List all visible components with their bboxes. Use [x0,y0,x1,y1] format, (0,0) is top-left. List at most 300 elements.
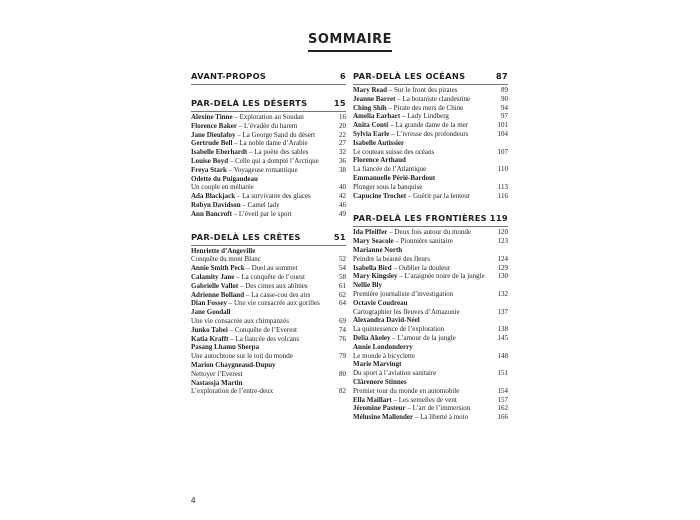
explorer-name: Capucine Trochet [353,191,407,200]
entry-description: – La botaniste clandestine [395,94,471,103]
toc-entry [191,183,346,192]
section-title: AVANT-PROPOS [191,71,267,81]
toc-entry [353,95,508,104]
section-title: PAR-DELÀ LES OCÉANS [353,71,466,81]
explorer-name: Mélusine Mallender [353,413,414,422]
entry-text [191,139,308,148]
entry-description: – La grande dame de la mer [388,121,469,130]
entry-page: 166 [497,413,508,422]
entry-list [191,247,346,397]
entry-text [353,413,468,422]
toc-entry [353,378,508,387]
entry-text [191,308,230,317]
entry-text [191,255,261,264]
entry-text [191,299,320,308]
entry-text [353,369,436,378]
entry-text [353,139,404,148]
entry-description: – Les semelles de vent [391,395,457,404]
entry-text [191,370,243,379]
toc-entry [353,237,508,246]
explorer-name: Anita Conti [353,121,389,130]
toc-entry [353,299,508,308]
explorer-name: Ann Bancroft [191,209,232,218]
entry-page: 61 [339,281,346,290]
entry-text [353,112,449,121]
entry-description: – Sur le front des pirates [387,86,458,94]
entry-page: 97 [501,112,508,121]
entry-text [353,334,456,343]
toc-entry [353,148,508,157]
explorer-name: Robyn Davidson [191,200,241,209]
explorer-name: Sylvia Earle [353,129,390,138]
entry-description: – La fiancée des volcans [228,334,300,343]
entry-page: 116 [497,191,508,200]
toc-entry [353,413,508,422]
entry-description: La quintessence de l’exploration [353,325,445,334]
entry-description: – Duel au sommet [244,264,298,273]
entry-page: 129 [497,263,508,272]
section-title: PAR-DELÀ LES FRONTIÈRES [353,213,487,224]
entry-page: 154 [497,386,508,395]
explorer-name: Alexandra David-Néel [353,316,420,325]
entry-description: – Camel lady [240,200,280,209]
entry-description: – Deux fois autour du monde [387,228,472,237]
entry-page: 94 [501,103,508,112]
entry-text [191,166,298,175]
toc-entry [353,192,508,201]
entry-text [191,282,308,291]
entry-text [353,104,463,113]
entry-text [191,326,297,335]
entry-description: – Celle qui a dompté l’Arctique [228,156,319,165]
entry-description: Premier tour du monde en automobile [353,386,460,395]
toc-entry [191,166,346,175]
entry-text [353,228,471,237]
explorer-name: Octavie Coudreau [353,298,408,307]
entry-description: – La poète des sables [247,148,309,157]
toc-entry [353,255,508,264]
entry-text [353,156,406,165]
entry-description: Nettoyer l’Everest [191,369,243,378]
explorer-name: Ida Pfeiffer [353,228,388,237]
entry-text [353,165,426,174]
toc-section [191,98,346,219]
explorer-name: Mary Read [353,86,388,94]
explorer-name: Alexine Tinne [191,113,233,121]
toc-entry [191,175,346,184]
entry-description: – Une vie consacrée aux gorilles [226,299,320,308]
entry-description: – L’évadée du harem [236,121,298,130]
entry-description: Première journaliste d’investigation [353,289,454,298]
entry-text [353,86,457,95]
toc-entry [191,379,346,388]
toc-entry [353,334,508,343]
toc-entry [353,308,508,317]
explorer-name: Isabella Bird [353,263,392,272]
entry-text [353,148,434,157]
explorer-name: Katia Krafft [191,334,229,343]
explorer-name: Louise Boyd [191,156,229,165]
entry-text [191,201,280,210]
explorer-name: Ching Shih [353,103,387,112]
entry-text [191,379,243,388]
entry-description: – Pionnière sanitaire [393,237,453,246]
toc-entry [353,139,508,148]
toc-entry [353,112,508,121]
entry-description: – La liberté à moto [413,413,469,422]
toc-entry [191,291,346,300]
entry-page: 104 [497,129,508,138]
entry-page: 20 [339,121,346,130]
entry-text [191,317,289,326]
explorer-name: Annie Smith Peck [191,264,245,273]
toc-entry [191,361,346,370]
explorer-name: Florence Arthaud [353,156,406,165]
entry-text [191,387,273,396]
entry-description: Un couple en méharée [191,183,254,192]
toc-entry [353,360,508,369]
toc-entry [191,299,346,308]
toc-entry [353,369,508,378]
toc-entry [353,183,508,192]
entry-description: Une autochtone sur le toit du monde [191,352,293,361]
entry-description: – L’éveil par le sport [231,209,292,218]
toc-entry [191,264,346,273]
entry-description: – La casse-cou des airs [244,290,311,299]
entry-text [353,378,407,387]
entry-page: 62 [339,290,346,299]
toc-entry [191,343,346,352]
entry-page: 36 [339,156,346,165]
entry-text [353,272,485,281]
section-heading [191,232,346,246]
entry-text [191,131,315,140]
toc-entry [191,201,346,210]
entry-page: 80 [339,369,346,378]
entry-text [191,175,258,184]
toc-entry [191,335,346,344]
entry-page: 101 [497,121,508,130]
entry-text [353,360,401,369]
entry-description: Une vie consacrée aux chimpanzés [191,316,289,325]
toc-entry [353,156,508,165]
entry-page: 58 [339,272,346,281]
explorer-name: Gabrielle Vallot [191,281,239,290]
explorer-name: Isabelle Eberhardt [191,148,248,157]
toc-entry [353,387,508,396]
toc-entry [353,86,508,95]
entry-description: – La noble dame d’Arabie [232,139,308,148]
entry-description: – Exploration au Soudan [232,113,304,121]
explorer-name: Jane Dieulafoy [191,130,236,139]
entry-page: 82 [339,387,346,396]
explorer-name: Nastassja Martin [191,378,243,387]
explorer-name: Freya Stark [191,165,227,174]
entry-description: – La conquête de l’ouest [234,272,305,281]
entry-text [191,343,259,352]
entry-description: – L’art de l’immersion [405,404,471,413]
entry-description: – Pirate des mers de Chine [386,103,464,112]
section-page: 87 [495,71,508,81]
entry-page: 79 [339,352,346,361]
section-page: 51 [333,231,346,242]
explorer-name: Isabelle Autissier [353,138,405,147]
entry-description: – La George Sand du désert [235,130,316,139]
section-title: PAR-DELÀ LES CRÊTES [191,231,301,242]
entry-description: – Des cimes aux abîmes [238,281,308,290]
page-title-wrap [0,30,700,52]
toc-column-right [353,71,508,435]
entry-page: 162 [497,404,508,413]
entry-description: – L’amour de la jungle [390,333,456,342]
explorer-name: Pasang Lhamu Sherpa [191,343,260,352]
toc-entry [191,317,346,326]
entry-page: 89 [501,86,508,94]
toc-entry [191,255,346,264]
entry-page: 130 [497,272,508,281]
entry-description: – Conquête de l’Everest [227,325,297,334]
entry-description: Du sport à l’aviation sanitaire [353,369,437,378]
entry-page: 157 [497,395,508,404]
toc-entry [191,326,346,335]
toc-entry [191,308,346,317]
explorer-name: Adrienne Bolland [191,290,245,299]
toc-entry [191,352,346,361]
entry-page: 138 [497,325,508,334]
entry-description: – L’araignée noire de la jungle [397,272,485,281]
toc-entry [353,165,508,174]
entry-description: – Voyageuse romantique [226,165,298,174]
entry-text [353,299,408,308]
explorer-name: Marie Marvingt [353,360,402,369]
toc-entry [191,282,346,291]
entry-page: 148 [497,351,508,360]
entry-text [353,237,453,246]
explorer-name: Henriette d’Angeville [191,246,256,255]
entry-page: 69 [339,316,346,325]
entry-description: L’exploration de l’entre-deux [191,387,274,396]
entry-text [353,95,470,104]
entry-text [353,352,415,361]
toc-entry [191,157,346,166]
entry-text [353,246,402,255]
explorer-name: Marianne North [353,245,403,254]
toc-column-left [191,71,346,409]
toc-entry [353,352,508,361]
explorer-name: Jéromine Pasteur [353,404,406,413]
entry-page: 110 [497,165,508,174]
entry-page: 123 [497,237,508,246]
section-heading [191,98,346,112]
toc-entry [191,139,346,148]
explorer-name: Junko Tabei [191,325,228,334]
entry-page: 74 [339,325,346,334]
explorer-name: Marion Chaygneaud-Dupuy [191,360,276,369]
entry-text [353,325,444,334]
entry-text [353,387,459,396]
entry-page: 137 [497,307,508,316]
entry-list [191,113,346,219]
toc-entry [353,272,508,281]
toc-entry [353,316,508,325]
entry-page: 124 [497,254,508,263]
toc-section [353,213,508,422]
toc-entry [353,228,508,237]
entry-description: Plonger sous la banquise [353,182,423,191]
explorer-name: Jeanne Barret [353,94,396,103]
entry-page: 90 [501,94,508,103]
toc-entry [191,122,346,131]
entry-text [191,192,311,201]
toc-entry [191,192,346,201]
entry-page: 42 [339,192,346,201]
entry-page: 64 [339,299,346,308]
section-page: 15 [333,98,346,108]
entry-description: – Lady Lindberg [400,112,449,121]
entry-text [191,352,293,361]
entry-list [353,228,508,422]
entry-description: – Guérir par la lenteur [406,191,471,200]
entry-page: 120 [497,228,508,237]
entry-page: 76 [339,334,346,343]
entry-text [353,192,470,201]
toc-entry [353,121,508,130]
entry-description: Le couteau suisse des océans [353,147,435,156]
entry-text [353,316,420,325]
entry-page: 52 [339,255,346,264]
entry-page: 145 [497,333,508,342]
toc-entry [191,387,346,396]
entry-text [353,343,413,352]
toc-entry [191,247,346,256]
explorer-name: Jane Goodall [191,308,231,317]
entry-text [353,130,468,139]
explorer-name: Clärenore Stinnes [353,377,407,386]
toc-section [191,71,346,85]
section-title: PAR-DELÀ LES DÉSERTS [191,98,308,108]
entry-description: – L’ivresse des profondeurs [389,129,469,138]
toc-entry [353,343,508,352]
entry-text [191,210,292,219]
toc-entry [353,264,508,273]
entry-text [191,113,304,122]
section-page: 6 [339,71,346,81]
toc-entry [191,370,346,379]
entry-description: – La survivante des glaces [235,192,311,201]
entry-text [353,264,450,273]
entry-text [191,148,308,157]
entry-text [191,264,298,273]
explorer-name: Mary Kingsley [353,272,398,281]
entry-page: 38 [339,165,346,174]
entry-text [353,404,470,413]
entry-description: – Oublier la douleur [391,263,451,272]
toc-entry [353,396,508,405]
entry-page: 40 [339,183,346,192]
entry-text [353,308,460,317]
entry-text [353,281,382,290]
entry-page: 32 [339,148,346,157]
toc-entry [353,281,508,290]
section-heading [353,213,508,227]
entry-description: Cartographier les fleuves d’Amazonie [353,307,460,316]
entry-text [353,183,422,192]
entry-text [191,122,297,131]
section-heading [353,71,508,85]
entry-text [191,361,276,370]
explorer-name: Nellie Bly [353,281,382,290]
entry-text [353,121,468,130]
toc-entry [353,325,508,334]
entry-description: Conquête du mont Blanc [191,255,261,264]
entry-page: 27 [339,139,346,148]
entry-text [191,247,255,256]
explorer-name: Mary Seacole [353,237,394,246]
entry-list [353,86,508,200]
explorer-name: Amelia Earhart [353,112,401,121]
section-page: 119 [489,213,508,224]
section-heading [191,71,346,85]
entry-text [353,174,435,183]
entry-text [353,255,430,264]
entry-text [191,157,319,166]
toc-section [191,232,346,397]
toc-entry [191,113,346,122]
entry-page: 22 [339,130,346,139]
entry-text [353,290,453,299]
toc-entry [353,246,508,255]
explorer-name: Odette du Puigaudeau [191,174,258,183]
toc-entry [353,104,508,113]
toc-entry [191,210,346,219]
entry-page: 49 [339,209,346,218]
explorer-name: Dian Fossey [191,299,227,308]
entry-page: 46 [339,200,346,209]
toc-entry [191,273,346,282]
explorer-name: Emmanuelle Périé-Bardout [353,173,436,182]
entry-description: Peindre la beauté des fleurs [353,254,430,263]
toc-entry [353,404,508,413]
entry-page: 132 [497,289,508,298]
page-number: 4 [191,496,196,505]
toc-entry [191,148,346,157]
entry-description: Le monde à bicyclette [353,351,415,360]
entry-text [191,335,299,344]
entry-text [191,291,310,300]
toc-section [353,71,508,200]
explorer-name: Ada Blackjack [191,192,236,201]
explorer-name: Florence Baker [191,121,237,130]
explorer-name: Gertrude Bell [191,139,233,148]
page-title: SOMMAIRE [308,32,392,52]
entry-page: 151 [497,369,508,378]
entry-text [191,183,254,192]
entry-page: 54 [339,264,346,273]
explorer-name: Delia Akeley [353,333,391,342]
explorer-name: Ella Maillart [353,395,392,404]
entry-description: La fiancée de l’Atlantique [353,165,427,174]
explorer-name: Calamity Jane [191,272,235,281]
toc-entry [191,131,346,140]
explorer-name: Annie Londonderry [353,342,413,351]
toc-entry [353,130,508,139]
toc-entry [353,174,508,183]
entry-text [353,396,457,405]
entry-page: 16 [339,113,346,121]
entry-text [191,273,305,282]
entry-page: 113 [497,182,508,191]
entry-page: 107 [497,147,508,156]
